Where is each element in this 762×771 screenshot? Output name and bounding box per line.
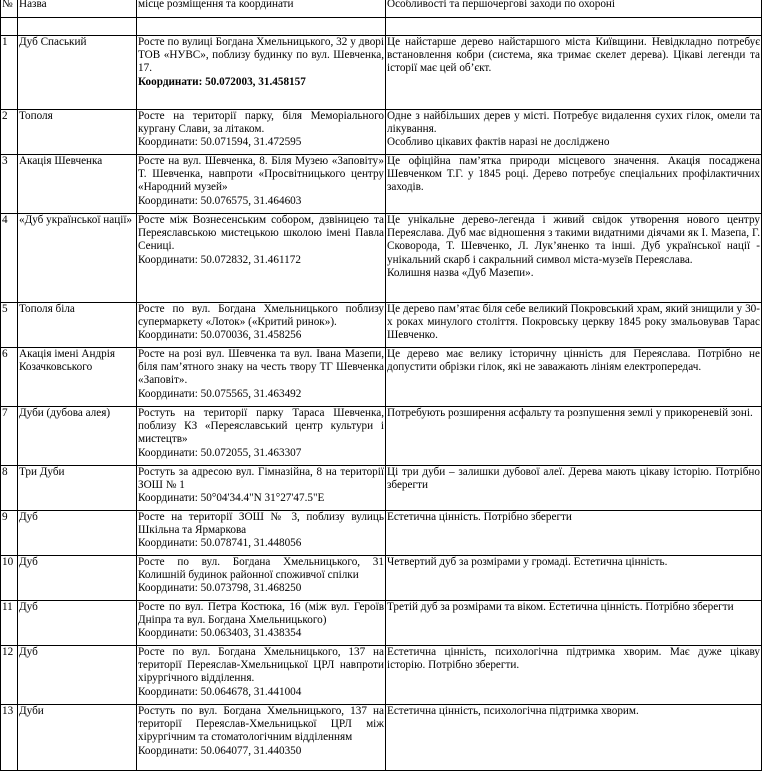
spacer-row [1,18,762,36]
row-number: 11 [1,601,18,646]
row-number: 9 [1,511,18,556]
tree-name: Дуб [18,646,137,705]
tree-location [137,407,386,466]
tree-location [137,303,386,348]
row-number: 7 [1,407,18,466]
coordinates: Координати: 50°04'34.4"N 31°27'47.5"E [138,492,325,505]
row-number: 10 [1,556,18,601]
tree-location [137,155,386,214]
location-text: Росте по вул. Богдана Хмельницького, 137 на території Переяслав-Хмельницької ЦРЛ навпроти хірургічного відділення. [138,646,384,685]
table-row [1,110,762,155]
tree-name: Акація імені Андрія Козачковського [18,348,137,407]
coordinates: Координати: 50.063403, 31.438354 [138,627,302,640]
coordinates: Координати: 50.064678, 31.441004 [138,685,302,698]
table-row [1,646,762,705]
tree-features: Це дерево пам’ятає біля себе великий Покровський храм, який знищили у 30-х роках минулого століття. Покровську церкву 1845 року змальовував Тарас Шевченко. [386,303,762,348]
header-row [1,0,762,18]
location-text: Росте по вулиці Богдана Хмельницького, 32 у дворі ТОВ «НУВС», поблизу будинку по вул. Шевченка, 17. [138,36,384,75]
features-note: Колишня назва «Дуб Мазепи». [387,266,534,279]
table-row [1,214,762,303]
coordinates: Координати: 50.072055, 31.463307 [138,446,302,459]
row-number: 3 [1,155,18,214]
coordinates: Координати: 50.072003, 31.458157 [138,75,306,88]
tree-features: Четвертий дуб за розмірами у громаді. Естетична цінність. [386,556,762,601]
tree-name: Дуби [18,705,137,771]
features-text: Це унікальне дерево-легенда і живий свідок утворення нового центру Переяслава. Дуб має відношення з такими видатними діячами як І. Мазепа, Г. Сковорода, Т. Шевченко, Л. Лук’яненко та інші. Дуб української нації - унікальний скарб і сакральний символ міста-музеїв Переяслава. [387,214,760,266]
location-text: Росте між Вознесенським собором, дзвіницею та Переяславською мистецькою школою імені Павла Сениці. [138,214,384,253]
coordinates: Координати: 50.071594, 31.472595 [138,136,302,149]
tree-location [137,36,386,110]
location-text: Росте на розі вул. Шевченка та вул. Івана Мазепи, біля пам’ятного знаку на честь твору ТГ Шевченка «Заповіт». [138,348,384,387]
table-row [1,511,762,556]
tree-location [137,348,386,407]
row-number: 5 [1,303,18,348]
tree-name: Дуб [18,556,137,601]
features-note: Особливо цікавих фактів наразі не досліджено [387,136,610,149]
coordinates: Координати: 50.076575, 31.464603 [138,194,302,207]
header-location: місце розміщення та координати [137,0,386,18]
location-text: Росте по вул. Богдана Хмельницького, 31 Колишній будинок районної споживчої спілки [138,556,384,582]
tree-features: Третій дуб за розмірами та віком. Естетична цінність. Потрібно зберегти [386,601,762,646]
tree-name: Тополя біла [18,303,137,348]
header-num: № [1,0,18,18]
tree-name: Дуб Спаський [18,36,137,110]
header-features: Особливості та першочергові заходи по охороні [386,0,762,18]
tree-location [137,214,386,303]
tree-features: Естетична цінність, психологічна підтримка хворим. Має дуже цікаву історію. Потрібно зберегти. [386,646,762,705]
table-row [1,466,762,511]
coordinates: Координати: 50.078741, 31.448056 [138,537,302,550]
tree-name: Дуб [18,511,137,556]
tree-features: Це дерево має велику історичну цінність для Переяслава. Потрібно не допустити обрізки гілок, які не заважають лініям електропередач. [386,348,762,407]
row-number: 4 [1,214,18,303]
tree-features [386,214,762,303]
row-number: 8 [1,466,18,511]
table-row [1,155,762,214]
row-number: 12 [1,646,18,705]
tree-location [137,110,386,155]
features-text: Одне з найбільших дерев у місті. Потребує видалення сухих гілок, омели та лікування. [387,110,760,136]
table-row [1,303,762,348]
coordinates: Координати: 50.073798, 31.468250 [138,582,302,595]
coordinates: Координати: 50.070036, 31.458256 [138,329,302,342]
tree-location [137,511,386,556]
location-text: Ростуть за адресою вул. Гімназійна, 8 на території ЗОШ № 1 [138,466,384,492]
tree-features: Естетична цінність. Потрібно зберегти [386,511,762,556]
tree-features [386,110,762,155]
row-number: 2 [1,110,18,155]
table-row [1,556,762,601]
coordinates: Координати: 50.075565, 31.463492 [138,387,302,400]
tree-location [137,601,386,646]
tree-name: Три Дуби [18,466,137,511]
table-row [1,36,762,110]
header-name: Назва [18,0,137,18]
location-text: Росте по вул. Петра Костюка, 16 (між вул. Героїв Дніпра та вул. Богдана Хмельницького) [138,601,384,627]
table-row [1,348,762,407]
table-row [1,407,762,466]
location-text: Ростуть по вул. Богдана Хмельницького, 137 на території Переяслав-Хмельницької ЦРЛ між хірургічним та стоматологічним відділенням [138,705,384,744]
tree-name: Дуби (дубова алея) [18,407,137,466]
row-number: 13 [1,705,18,771]
tree-name: Тополя [18,110,137,155]
location-text: Ростуть на території парку Тараса Шевченка, поблизу КЗ «Переяславський центр культури і мистецтв» [138,407,384,446]
location-text: Росте по вул. Богдана Хмельницького поблизу супермаркету «Лоток» («Критий ринок»). [138,303,384,329]
location-text: Росте на території парку, біля Меморіального кургану Слави, за літаком. [138,110,384,136]
tree-name: Акація Шевченка [18,155,137,214]
tree-name: Дуб [18,601,137,646]
table-row [1,601,762,646]
tree-location [137,646,386,705]
row-number: 6 [1,348,18,407]
tree-name: «Дуб української нації» [18,214,137,303]
tree-features: Потребують розширення асфальту та розпушення землі у прикореневій зоні. [386,407,762,466]
coordinates: Координати: 50.064077, 31.440350 [138,744,302,757]
tree-location [137,556,386,601]
tree-location [137,466,386,511]
tree-features: Естетична цінність, психологічна підтримка хворим. [386,705,762,771]
tree-features: Це найстарше дерево найстаршого міста Київщини. Невідкладно потребує встановлення кобри (система, яка тримає скелет дерева). Цікаві легенди та історії має цей об’єкт. [386,36,762,110]
coordinates: Координати: 50.072832, 31.461172 [138,253,301,266]
tree-features: Це офіційна пам’ятка природи місцевого значення. Акація посаджена Шевченком Т.Г. у 1845 році. Дерево потребує спеціальних профілактичних заходів. [386,155,762,214]
row-number: 1 [1,36,18,110]
location-text: Росте на території ЗОШ № 3, поблизу вулиць Шкільна та Ярмаркова [138,511,384,537]
location-text: Росте на вул. Шевченка, 8. Біля Музею «Заповіту» Т. Шевченка, навпроти «Просвітницького центру «Народний музей» [138,155,384,194]
tree-features: Ці три дуби – залишки дубової алеї. Дерева мають цікаву історію. Потрібно зберегти [386,466,762,511]
